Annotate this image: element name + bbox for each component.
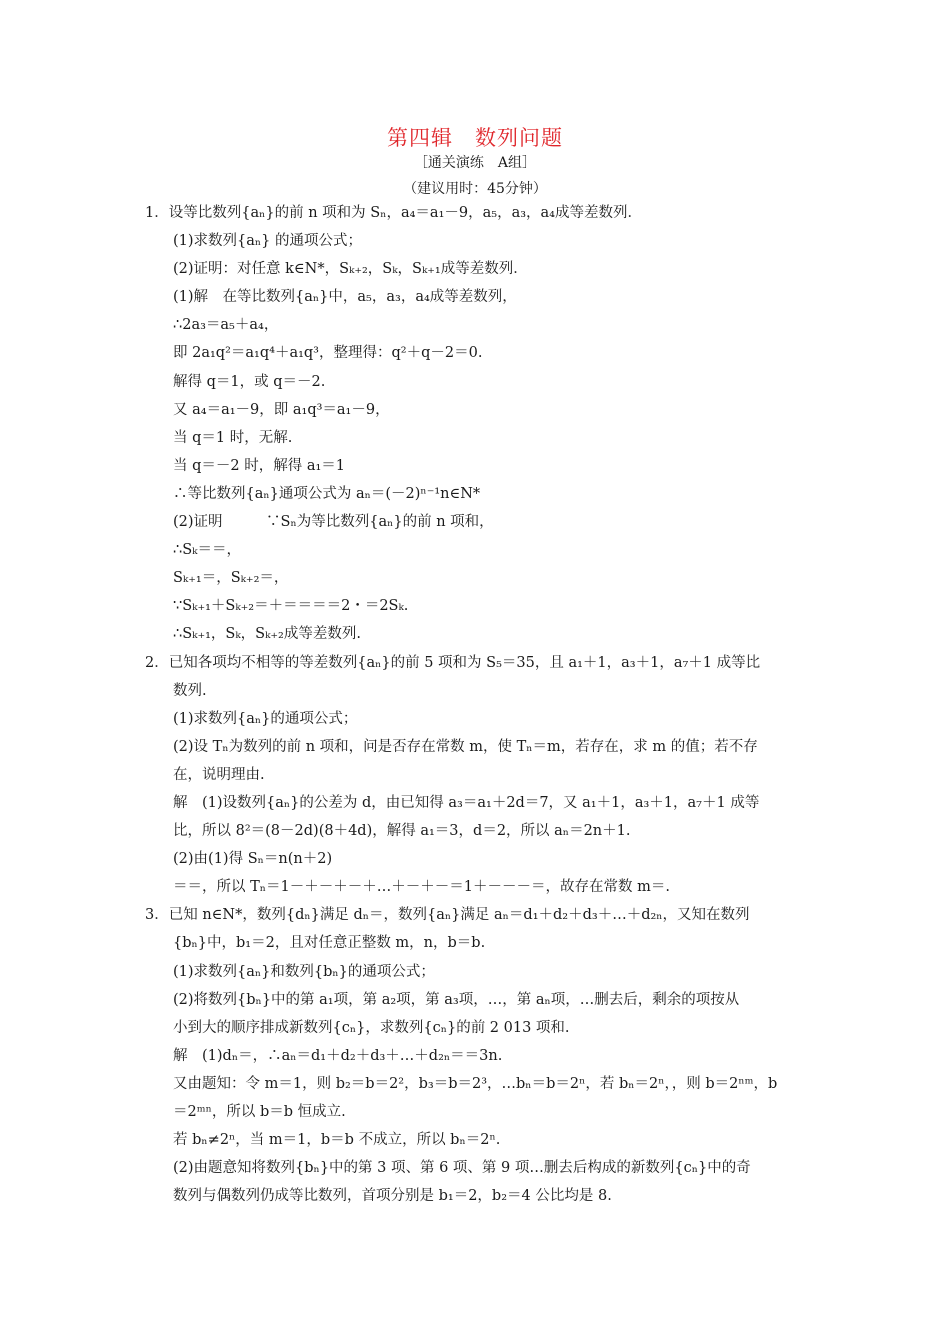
problem-2-statement: 2．已知各项均不相等的等差数列{aₙ}的前 5 项和为 S₅＝35，且 a₁＋1，a₃＋1，a₇＋1 成等比: [145, 654, 761, 671]
suggested-time: （建议用时：45分钟）: [403, 181, 547, 197]
problem-3-part-2: (2)将数列{bₙ}中的第 a₁项，第 a₂项，第 a₃项，…，第 aₙ项，…删去后，剩余的项按从: [173, 991, 740, 1008]
problem-2-part-1: (1)求数列{aₙ}的通项公式；: [173, 710, 358, 727]
solution-line: ∴Sₖ₊₁，Sₖ，Sₖ₊₂成等差数列.: [173, 626, 361, 643]
solution-line: 解得 q＝1，或 q＝－2.: [173, 373, 326, 390]
solution-line: ＝2ᵐⁿ，所以 b＝b 恒成立.: [173, 1104, 346, 1120]
problem-2-part-2: (2)设 Tₙ为数列的前 n 项和，问是否存在常数 m，使 Tₙ＝m，若存在，求 m 的值；若不存: [173, 738, 758, 755]
solution-line: 当 q＝1 时，无解.: [173, 429, 293, 446]
solution-line: 当 q＝－2 时，解得 a₁＝1: [173, 457, 346, 474]
solution-line: ＝＝，所以 Tₙ＝1－＋－＋－＋…＋－＋－＝1＋－－－＝，故存在常数 m＝.: [173, 879, 670, 896]
solution-line: ∴Sₖ＝＝，: [173, 542, 241, 559]
solution-line: (1)解 在等比数列{aₙ}中，a₅，a₃，a₄成等差数列，: [173, 289, 517, 306]
solution-line: 若 bₙ≠2ⁿ，当 m＝1，b＝b 不成立，所以 bₙ＝2ⁿ.: [173, 1132, 501, 1149]
exercise-group-label: ［通关演练 A组］: [413, 155, 537, 171]
solution-line: 即 2a₁q²＝a₁q⁴＋a₁q³，整理得：q²＋q－2＝0.: [173, 345, 483, 362]
document-body: [145, 199, 810, 1210]
solution-line: 比，所以 8²＝(8－2d)(8＋4d)，解得 a₁＝3，d＝2，所以 aₙ＝2n＋1.: [173, 823, 631, 840]
problem-3-statement: 3．已知 n∈N*，数列{dₙ}满足 dₙ＝，数列{aₙ}满足 aₙ＝d₁＋d₂＋d₃＋…＋d₂ₙ，又知在数列: [145, 907, 750, 924]
problem-2-statement-cont: 数列.: [173, 682, 207, 699]
solution-line: 解 (1)设数列{aₙ}的公差为 d，由已知得 a₃＝a₁＋2d＝7，又 a₁＋1，a₃＋1，a₇＋1 成等: [173, 794, 760, 811]
solution-line: 解 (1)dₙ＝，∴aₙ＝d₁＋d₂＋d₃＋…＋d₂ₙ＝＝3n.: [173, 1047, 503, 1064]
solution-line: ∴等比数列{aₙ}通项公式为 aₙ＝(－2)ⁿ⁻¹n∈N*: [173, 485, 481, 502]
problem-3-part-2-cont: 小到大的顺序排成新数列{cₙ}，求数列{cₙ}的前 2 013 项和.: [173, 1019, 570, 1036]
problem-1-part-1: (1)求数列{aₙ} 的通项公式；: [173, 233, 363, 250]
solution-line: (2)由题意知将数列{bₙ}中的第 3 项、第 6 项、第 9 项…删去后构成的新数列{cₙ}中的奇: [173, 1160, 751, 1177]
problem-1-statement: 1．设等比数列{aₙ}的前 n 项和为 Sₙ，a₄＝a₁－9，a₅，a₃，a₄成等差数列．: [145, 205, 642, 221]
solution-line: Sₖ₊₁＝，Sₖ₊₂＝，: [173, 570, 289, 587]
problem-3-part-1: (1)求数列{aₙ}和数列{bₙ}的通项公式；: [173, 963, 435, 980]
solution-line: (2)证明 ∵Sₙ为等比数列{aₙ}的前 n 项和，: [173, 514, 494, 531]
solution-line: ∴2a₃＝a₅＋a₄，: [173, 317, 279, 334]
problem-2-part-2-cont: 在，说明理由.: [173, 766, 265, 783]
solution-line: (2)由(1)得 Sₙ＝n(n＋2): [173, 851, 333, 868]
problem-1-part-2: (2)证明：对任意 k∈N*，Sₖ₊₂，Sₖ，Sₖ₊₁成等差数列．: [173, 261, 528, 278]
solution-line: 数列与偶数列仍成等比数列，首项分别是 b₁＝2，b₂＝4 公比均是 8.: [173, 1188, 612, 1205]
solution-line: 又 a₄＝a₁－9，即 a₁q³＝a₁－9，: [173, 401, 390, 418]
problem-3-statement-cont: {bₙ}中，b₁＝2，且对任意正整数 m，n，b＝b.: [173, 935, 486, 952]
solution-line: 又由题知：令 m＝1，则 b₂＝b＝2²，b₃＝b＝2³，…bₙ＝b＝2ⁿ，若 bₙ＝2ⁿ，，则 b＝2ⁿᵐ，b: [173, 1075, 778, 1092]
page-title: 第四辑 数列问题: [387, 126, 563, 150]
solution-line: ∵Sₖ₊₁＋Sₖ₊₂＝＋＝＝＝＝2・＝2Sₖ.: [173, 598, 409, 615]
